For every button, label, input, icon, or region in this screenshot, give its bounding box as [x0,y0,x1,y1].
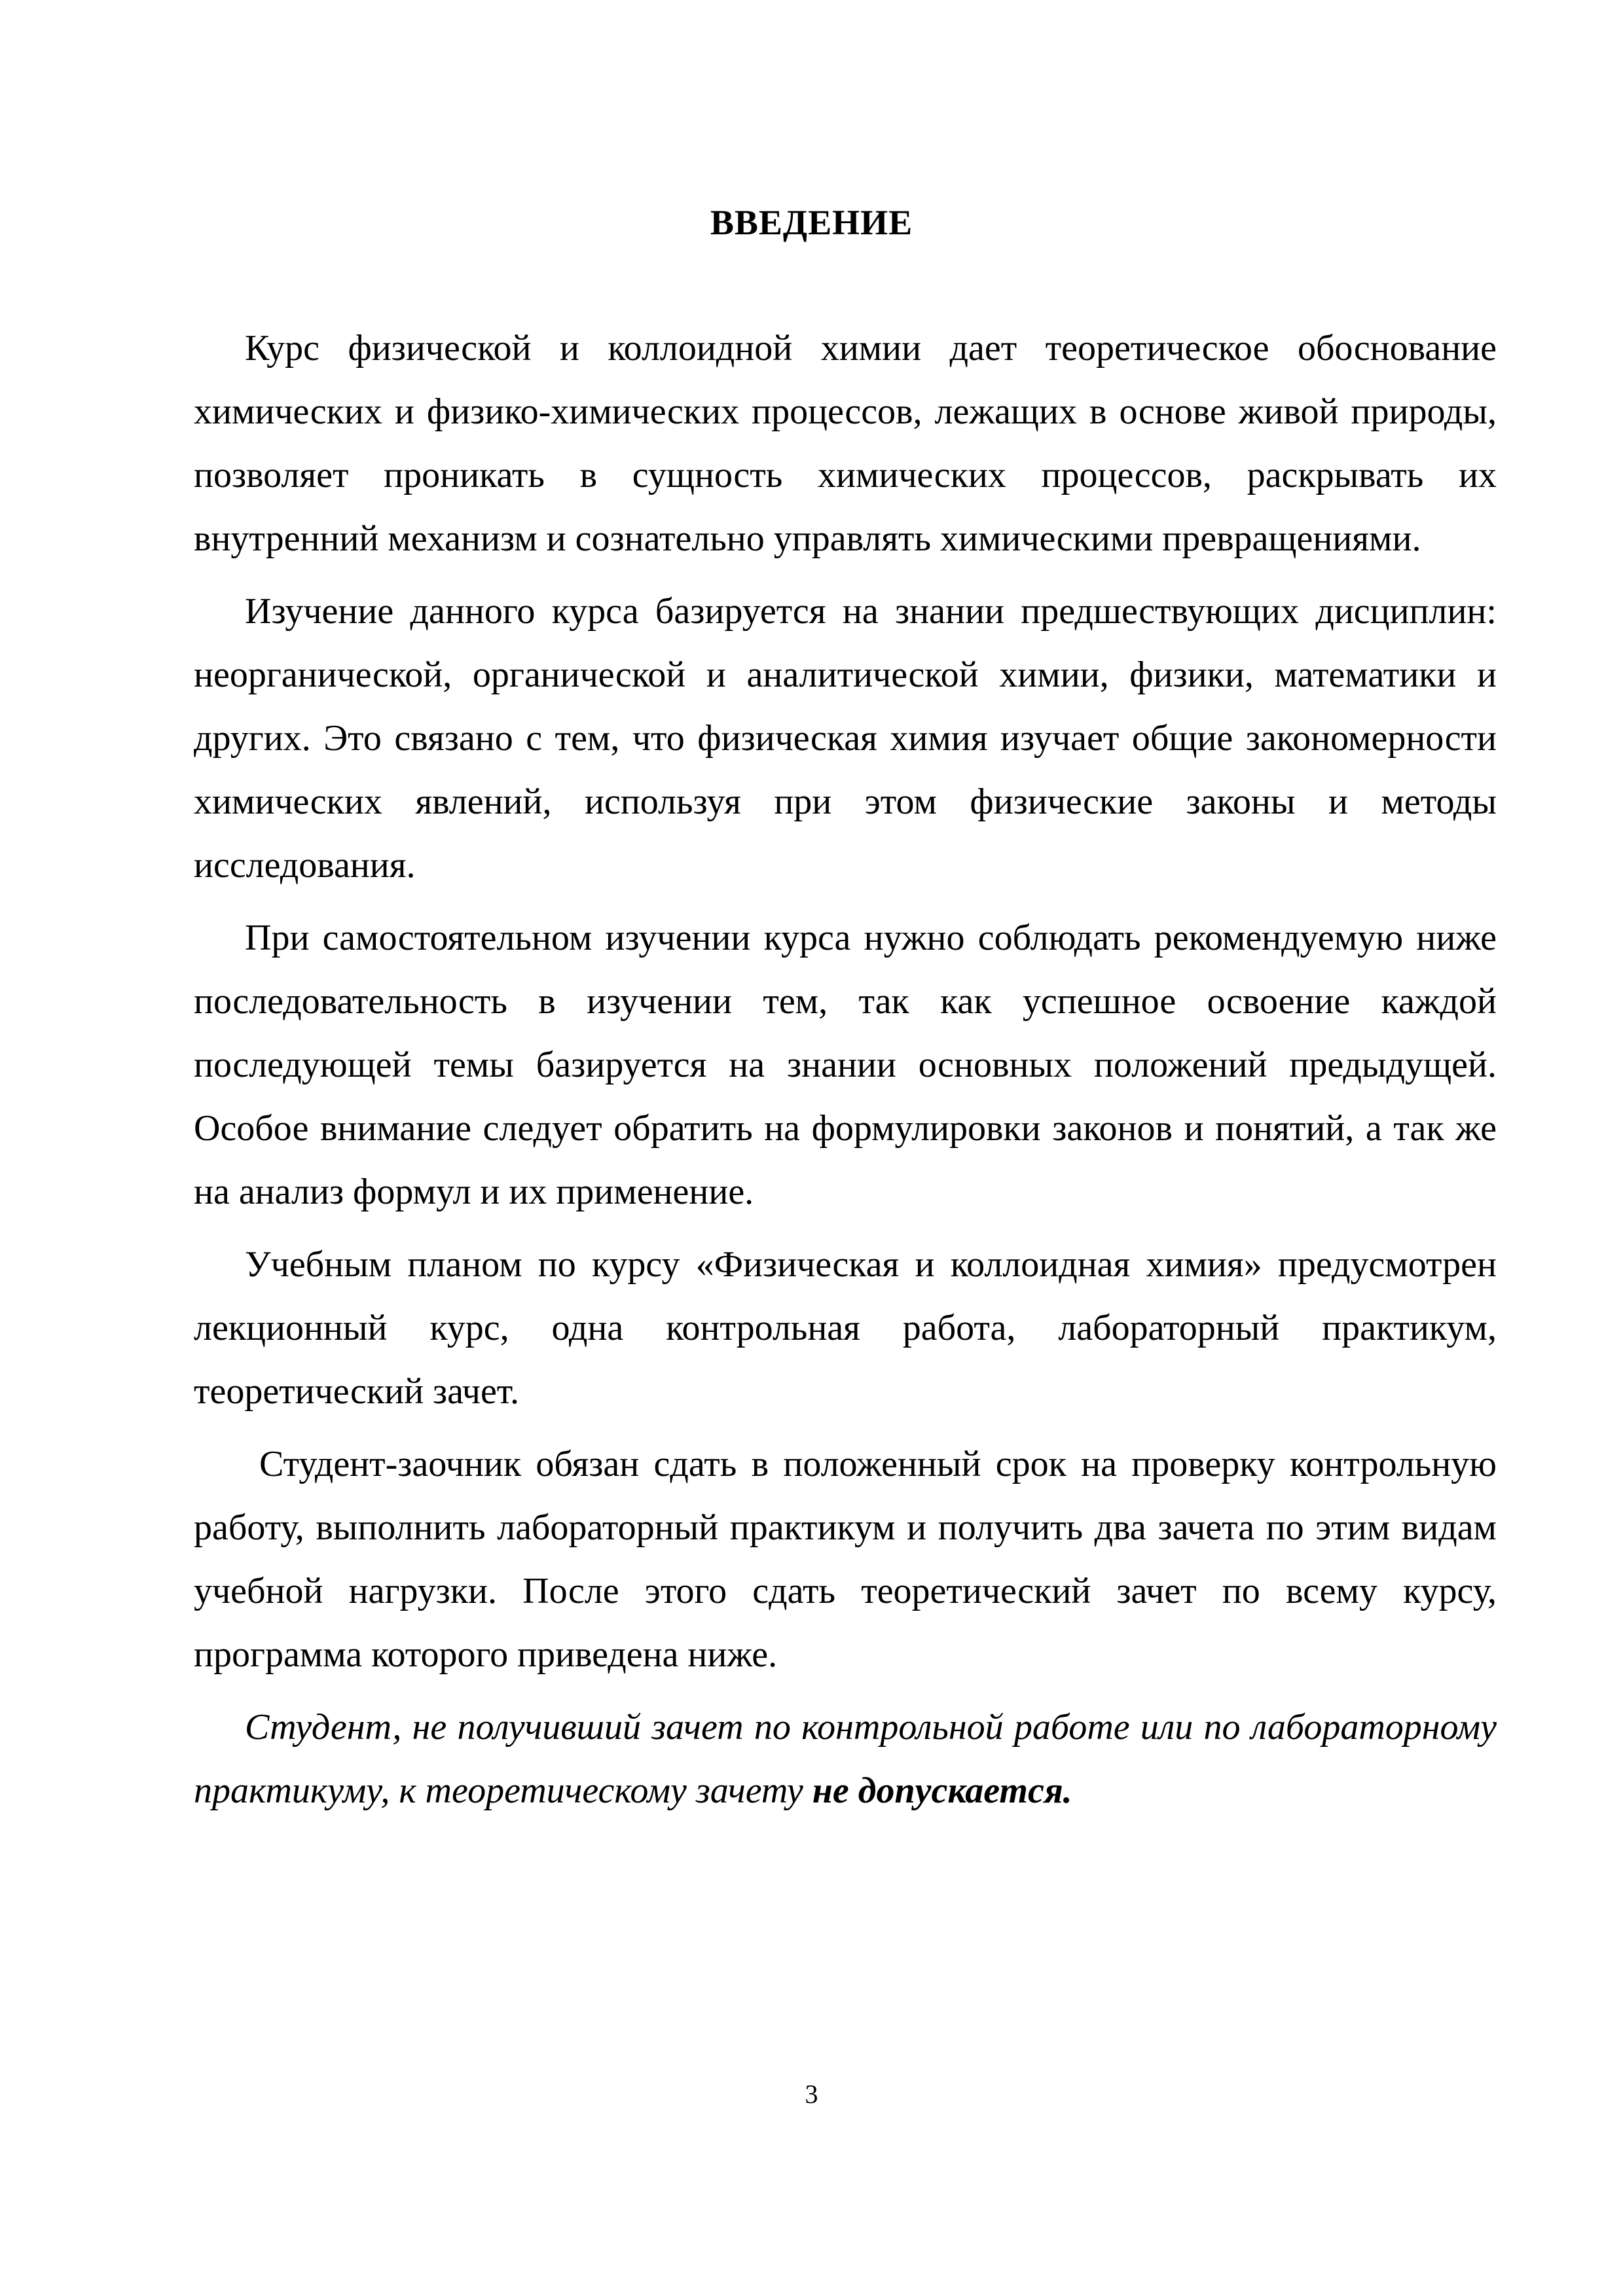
admission-note-emphasis: не допускается. [812,1770,1072,1811]
admission-note-text: Студент, не получивший зачет по контрольной работе или по лабораторному практикуму, к теоретическому зачету [194,1707,1497,1811]
document-body [194,317,1497,1832]
paragraph-course-overview: Курс физической и коллоидной химии дает теоретическое обоснование химических и физико-химических процессов, лежащих в основе живой природы, позволяет проникать в сущность химических процессов, раскрывать их внутренний механизм и сознательно управлять химическими превращениями. [194,328,1497,559]
page-title: ВВЕДЕНИЕ [710,203,913,242]
paragraph-admission-note [194,1696,1497,1823]
paragraph-curriculum: Учебным планом по курсу «Физическая и коллоидная химия» предусмотрен лекционный курс, одна контрольная работа, лабораторный практикум, теоретический зачет. [194,1244,1497,1412]
paragraph-study-order: При самостоятельном изучении курса нужно соблюдать рекомендуемую ниже последовательность в изучении тем, так как успешное освоение каждой последующей темы базируется на знании основных положений предыдущей. Особое внимание следует обратить на формулировки законов и понятий, а так же на анализ формул и их применение. [194,918,1497,1212]
paragraph-student-requirements: Студент-заочник обязан сдать в положенный срок на проверку контрольную работу, выполнить лабораторный практикум и получить два зачета по этим видам учебной нагрузки. После этого сдать теоретический зачет по всему курсу, программа которого приведена ниже. [194,1444,1497,1675]
paragraph-prerequisites: Изучение данного курса базируется на знании предшествующих дисциплин: неорганической, органической и аналитической химии, физики, математики и других. Это связано с тем, что физическая химия изучает общие закономерности химических явлений, используя при этом физические законы и методы исследования. [194,591,1497,886]
page-number: 3 [805,2079,818,2109]
